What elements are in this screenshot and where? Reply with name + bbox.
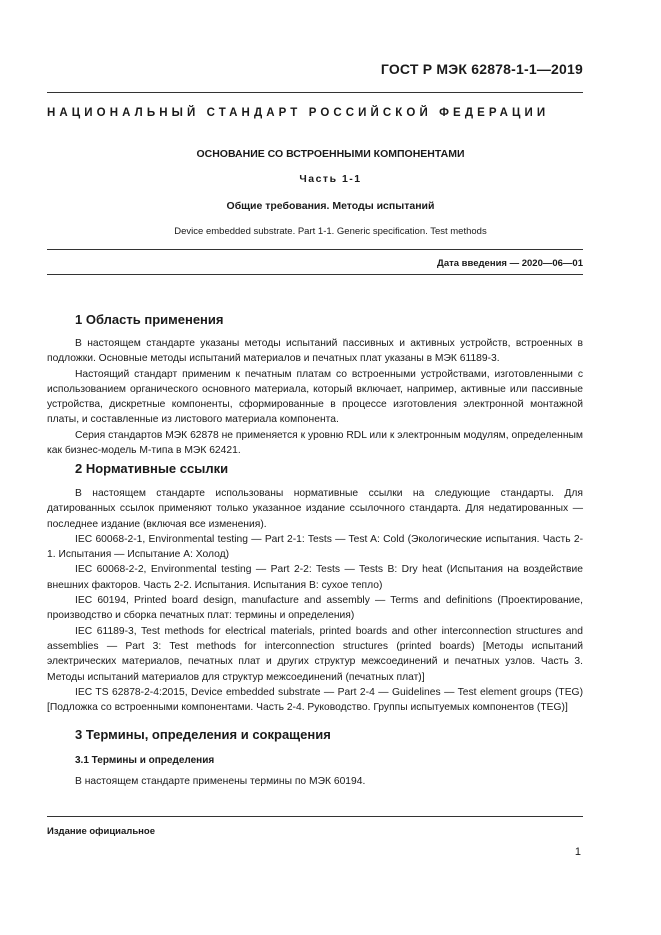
intro-rule <box>47 274 583 275</box>
footer-rule <box>47 816 583 817</box>
part-label: Часть 1-1 <box>299 173 362 185</box>
section-1-heading: 1 Область применения <box>75 312 224 327</box>
paragraph: Настоящий стандарт применим к печатным платам со встроенными устройствами, изготовленными с использованием органического основного материала, который включает, например, активные или пассивные устройства, дискретные компоненты, сформированные в процессе изготовления электронной монтажной платы, и составленные из листового материала компонента. <box>47 368 583 426</box>
official-edition-label: Издание официальное <box>47 826 155 837</box>
page-number: 1 <box>574 846 581 858</box>
national-standard-label: НАЦИОНАЛЬНЫЙ СТАНДАРТ РОССИЙСКОЙ ФЕДЕРАЦИИ <box>47 107 550 119</box>
english-title: Device embedded substrate. Part 1-1. Generic specification. Test methods <box>174 226 487 237</box>
section-3-body <box>47 774 583 789</box>
reference-item: IEC 60068-2-1, Environmental testing — Part 2-1: Tests — Test A: Cold (Экологические испытания. Часть 2-1. Испытания — Испытание А: Холод) <box>47 533 583 561</box>
section-3-heading: 3 Термины, определения и сокращения <box>75 727 331 742</box>
document-subtitle: Общие требования. Методы испытаний <box>226 200 435 212</box>
section-3-1-heading: 3.1 Термины и определения <box>75 755 215 766</box>
section-2-body <box>47 486 583 715</box>
section-1-body <box>47 336 583 458</box>
title-rule <box>47 249 583 250</box>
reference-item: IEC 60068-2-2, Environmental testing — Part 2-2: Tests — Tests B: Dry heat (Испытания на воздействие внешних факторов. Часть 2-2. Испытания. Испытания В: сухое тепло) <box>47 564 583 591</box>
reference-item: IEC 60194, Printed board design, manufacture and assembly — Terms and definitions (Проектирование, производство и сборка печатных плат: термины и определения) <box>47 595 583 622</box>
section-2-heading: 2 Нормативные ссылки <box>75 461 229 476</box>
intro-date: Дата введения — 2020—06—01 <box>437 258 583 269</box>
header-rule <box>47 92 583 93</box>
doc-code: ГОСТ Р МЭК 62878-1-1—2019 <box>380 61 583 77</box>
reference-item: IEC 61189-3, Test methods for electrical materials, printed boards and other interconnection structures and assemblies — Part 3: Test methods for interconnection structures (printed boards) [Методы испытаний электрических материалов, печатных плат и других структур межсоединений и печатных узлов. Часть 3. Методы испытаний материалов для структур межсоединений (печатных плат)] <box>47 625 583 683</box>
paragraph: В настоящем стандарте использованы нормативные ссылки на следующие стандарты. Для датированных ссылок применяют только указанное издание ссылочного стандарта. Для недатированных — последнее издание (включая все изменения). <box>47 488 583 530</box>
reference-item: IEC TS 62878-2-4:2015, Device embedded substrate — Part 2-4 — Guidelines — Test element groups (TEG) [Подложка со встроенными компонентами. Часть 2-4. Руководство. Группы испытуемых компонентов (TEG)] <box>47 686 583 714</box>
paragraph: В настоящем стандарте указаны методы испытаний пассивных и активных устройств, встроенных в подложки. Основные методы испытаний материалов и печатных плат указаны в МЭК 61189-3. <box>47 338 583 365</box>
paragraph: В настоящем стандарте применены термины по МЭК 60194. <box>75 776 366 787</box>
paragraph: Серия стандартов МЭК 62878 не применяется к уровню RDL или к электронным модулям, определенным как бизнес-модель М-типа в МЭК 62421. <box>47 429 583 457</box>
document-title: ОСНОВАНИЕ СО ВСТРОЕННЫМИ КОМПОНЕНТАМИ <box>196 148 465 160</box>
